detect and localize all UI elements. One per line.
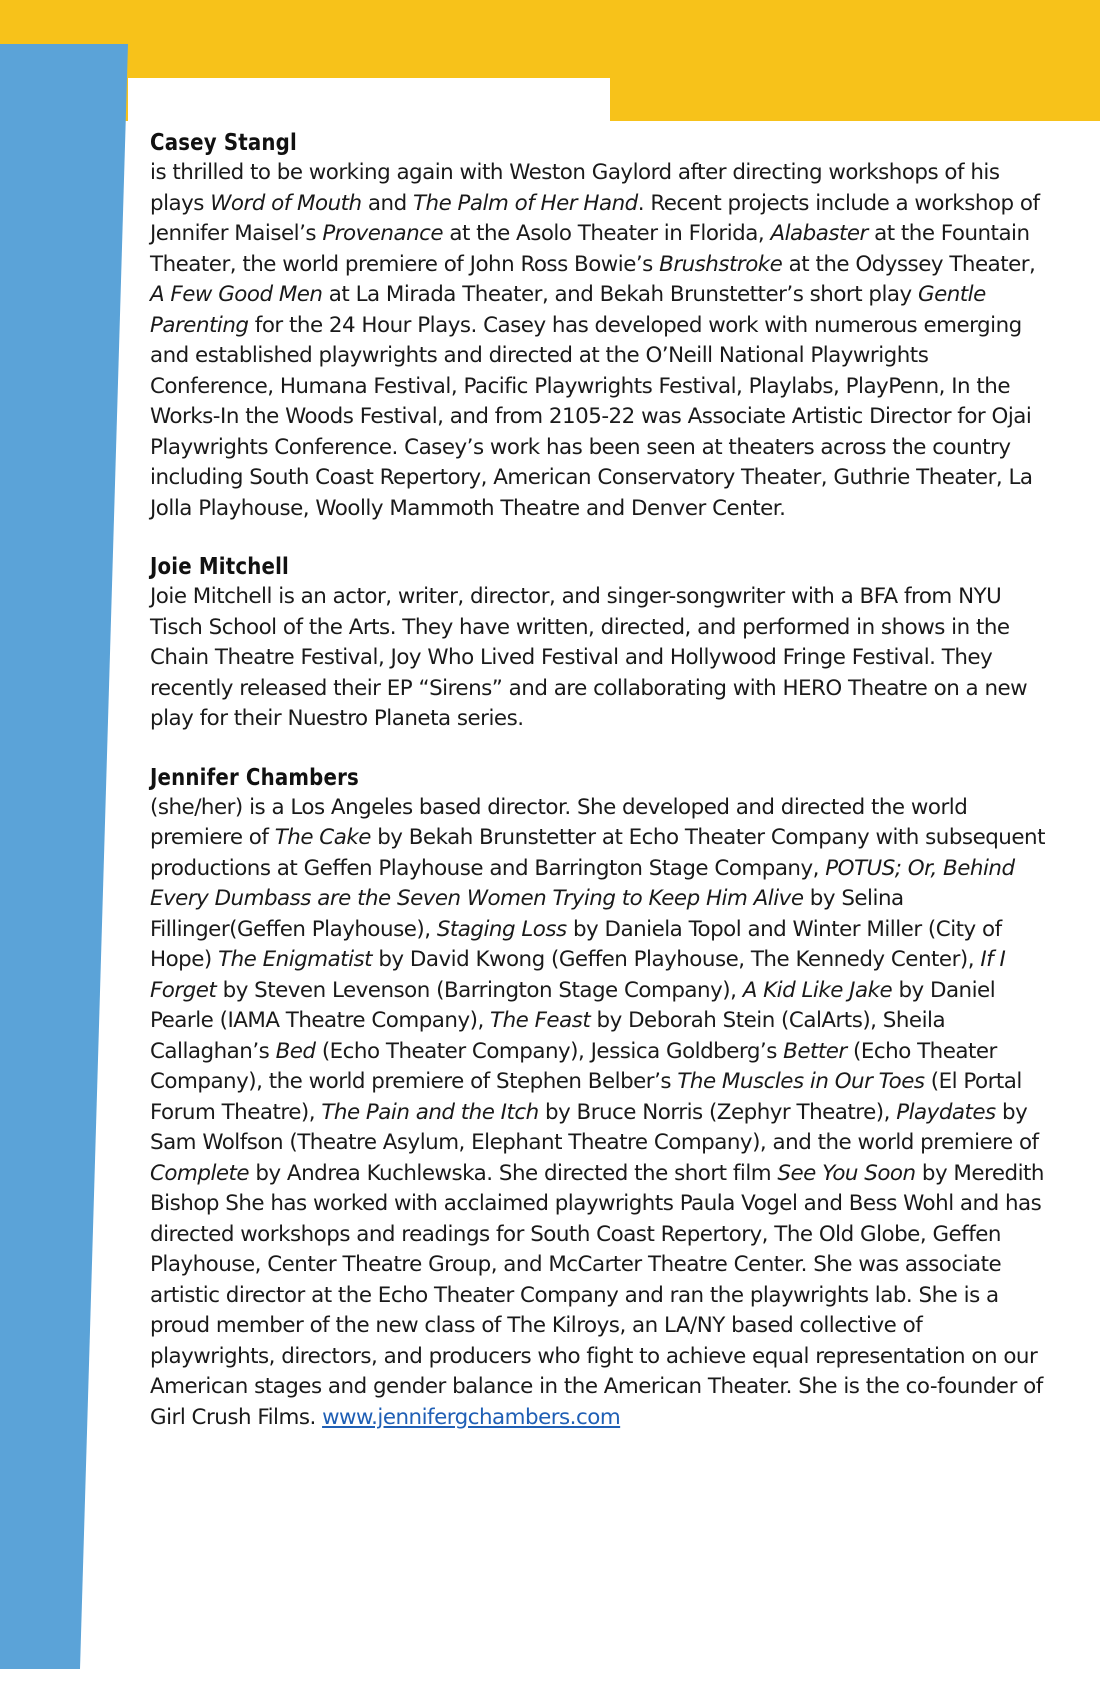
work-title: Alabaster bbox=[770, 221, 868, 246]
bio-text-segment: at La Mirada Theater, and Bekah Brunstetter’s short play bbox=[322, 282, 918, 307]
bio-text-segment: by Meredith Bishop She has worked with acclaimed playwrights Paula Vogel and Bess Wohl and has directed workshops and readings for South Coast Repertory, The Old Globe, Geffen Playhouse, Center Theatre Group, and McCarter Theatre Center. She was associate artistic director at the Echo Theater Company and ran the playwrights lab. She is a proud member of the new class of The Kilroys, an LA/NY based collective of playwrights, directors, and producers who fight to achieve equal representation on our American stages and gender balance in the American Theater. She is the co-founder of Girl Crush Films. bbox=[150, 1160, 1044, 1430]
bio-text-segment: and bbox=[361, 190, 413, 216]
bio-text-segment: by Selina Fillinger(Geffen Playhouse), bbox=[150, 886, 904, 942]
bio-text-segment: by Deborah Stein (CalArts), Sheila Callaghan’s bbox=[150, 1008, 946, 1064]
work-title: Staging Loss bbox=[436, 916, 567, 942]
bio-text-segment: by Sam Wolfson (Theatre Asylum, Elephant Theatre Company), and the world premiere of bbox=[150, 1099, 1039, 1155]
bios-content bbox=[150, 128, 1050, 1433]
bio-text-segment: by Bekah Brunstetter at Echo Theater Company with subsequent productions at Geffen Playhouse and Barrington Stage Company, bbox=[150, 825, 1045, 881]
work-title: If I Forget bbox=[150, 947, 1006, 1003]
work-title: The Palm of Her Hand bbox=[412, 190, 638, 216]
work-title: Word of Mouth bbox=[210, 190, 362, 216]
work-title: Playdates bbox=[896, 1099, 996, 1125]
bio-text-segment: (Echo Theater Company), Jessica Goldberg’s bbox=[315, 1038, 784, 1064]
work-title: Gentle Parenting bbox=[150, 282, 986, 338]
bio-text-segment: . Recent projects include a workshop of Jennifer Maisel’s bbox=[150, 190, 1040, 246]
bio-text bbox=[150, 793, 1050, 1434]
work-title: The Feast bbox=[490, 1008, 591, 1033]
bio-text-segment: by Daniel Pearle (IAMA Theatre Company), bbox=[150, 977, 996, 1033]
bio-text bbox=[150, 158, 1050, 524]
bio-text-segment: by Andrea Kuchlewska. She directed the short film bbox=[249, 1160, 778, 1186]
bio-text-segment: (El Portal Forum Theatre), bbox=[150, 1069, 1022, 1125]
work-title: Provenance bbox=[322, 221, 444, 246]
bio-joie-mitchell bbox=[150, 552, 1050, 735]
bio-text-segment: (she/her) is a Los Angeles based director. She developed and directed the world premiere of bbox=[150, 794, 968, 850]
bio-text bbox=[150, 582, 1050, 735]
bio-name: Casey Stangl bbox=[150, 130, 297, 156]
bio-text-segment: at the Odyssey Theater, bbox=[782, 251, 1036, 277]
work-title: Better bbox=[783, 1038, 847, 1064]
left-blue-bar-shape bbox=[0, 44, 130, 1674]
work-title: Brushstroke bbox=[659, 251, 783, 277]
work-title: The Pain and the Itch bbox=[321, 1099, 539, 1125]
bio-name: Joie Mitchell bbox=[150, 554, 289, 580]
bio-text-segment: Joie Mitchell is an actor, writer, director, and singer-songwriter with a BFA from NYU Tisch School of the Arts. They have written, directed, and performed in shows in the Chain Theatre Festival, Joy Who Lived Festival and Hollywood Fringe Festival. They recently released their EP “Sirens” and are collaborating with HERO Theatre on a new play for their Nuestro Planeta series. bbox=[150, 584, 1028, 731]
bio-text-segment: (Echo Theater Company), the world premiere of Stephen Belber’s bbox=[150, 1038, 997, 1094]
bio-casey-stangl bbox=[150, 128, 1050, 524]
work-title: The Cake bbox=[274, 825, 371, 850]
bio-text-segment: is thrilled to be working again with Weston Gaylord after directing workshops of his plays bbox=[150, 160, 1000, 216]
bio-text-segment: by Steven Levenson (Barrington Stage Company), bbox=[216, 977, 743, 1003]
bio-text-segment: for the 24 Hour Plays. Casey has developed work with numerous emerging and established playwrights and directed at the O’Neill National Playwrights Conference, Humana Festival, Pacific Playwrights Festival, Playlabs, PlayPenn, In the Works-In the Woods Festival, and from 2105-22 was Associate Artistic Director for Ojai Playwrights Conference. Casey’s work has been seen at theaters across the country including South Coast Repertory, American Conservatory Theater, Guthrie Theater, La Jolla Playhouse, Woolly Mammoth Theatre and Denver Center. bbox=[150, 312, 1033, 521]
bio-jennifer-chambers bbox=[150, 763, 1050, 1434]
bio-name: Jennifer Chambers bbox=[150, 764, 359, 791]
bio-text-segment: by David Kwong (Geffen Playhouse, The Kennedy Center), bbox=[372, 947, 981, 972]
work-title: POTUS; Or, Behind Every Dumbass are the Seven Women Trying to Keep Him Alive bbox=[150, 855, 1015, 911]
work-title: The Enigmatist bbox=[218, 947, 373, 972]
work-title: Complete bbox=[150, 1160, 250, 1186]
work-title: See You Soon bbox=[777, 1160, 916, 1186]
work-title: The Muscles in Our Toes bbox=[677, 1069, 925, 1094]
bio-text-segment: by Bruce Norris (Zephyr Theatre), bbox=[538, 1099, 897, 1125]
work-title: A Few Good Men bbox=[150, 282, 323, 307]
bio-text-segment: by Daniela Topol and Winter Miller (City of Hope) bbox=[150, 916, 1002, 972]
work-title: A Kid Like Jake bbox=[742, 977, 893, 1003]
bio-text-segment: at the Fountain Theater, the world premiere of John Ross Bowie’s bbox=[150, 221, 1030, 277]
website-link[interactable]: www.jennifergchambers.com bbox=[322, 1404, 621, 1430]
bio-text-segment: at the Asolo Theater in Florida, bbox=[443, 221, 771, 246]
work-title: Bed bbox=[275, 1038, 316, 1064]
